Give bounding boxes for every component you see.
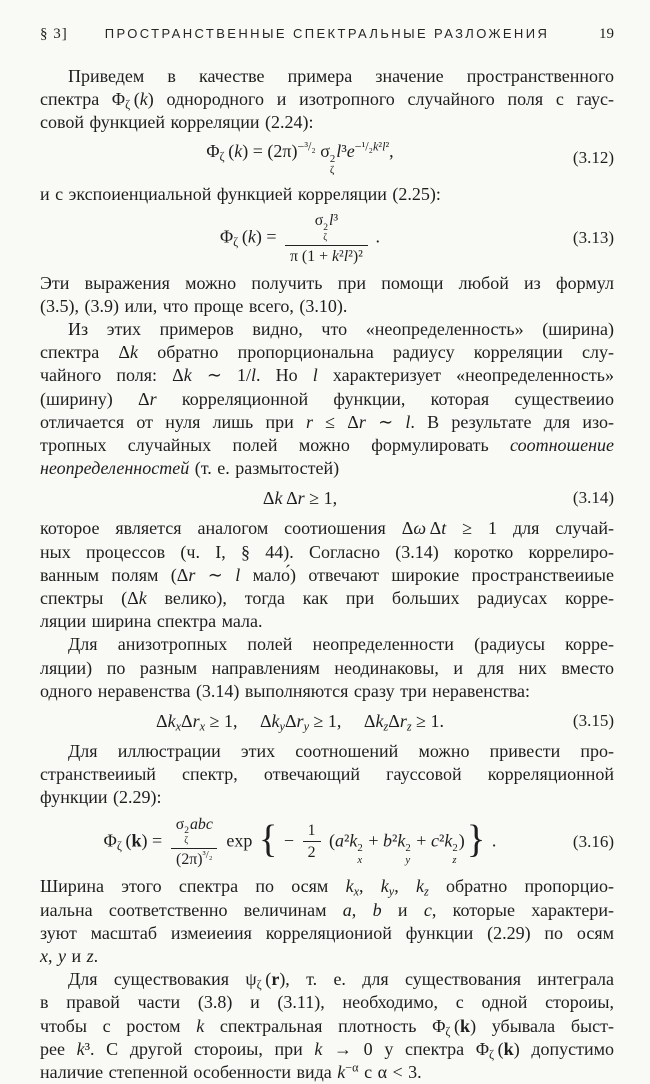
paragraph xyxy=(40,65,614,135)
text-line: (3.5), (3.9) или, что проще всего, (3.10). xyxy=(40,295,348,316)
text-line: Для иллюстрации этих соотношений можно привести про- xyxy=(68,741,614,761)
text-line: Ширина этого спектра по осям $k_x$, $k_y$, $k_z$ обратно пропорцио- xyxy=(40,876,614,899)
text-line: Из этих примеров видно, что «неопределенность» (ширина) xyxy=(68,318,614,339)
text-line: ванным полям (Δr ∼ l мало́) отвечают широкие пространствеииые xyxy=(40,564,614,585)
text-line: рее k³. С другой стороиы, при k → 0 у спектра $\Phi_\zeta$ (k) допустимо xyxy=(40,1038,614,1062)
paragraph xyxy=(40,968,614,1084)
text-line: функции (2.29): xyxy=(40,787,162,808)
paragraph xyxy=(40,183,614,206)
page-body xyxy=(40,65,614,1084)
text-line: спектры (Δk велико), тогда как при больших радиусах корре- xyxy=(40,587,614,608)
paragraph xyxy=(40,875,614,968)
text-line: Для существовакия $\psi_\zeta$ (r), т. е. для существования интеграла xyxy=(68,969,614,992)
equation: Δk Δr ≥ 1, xyxy=(262,488,338,509)
equation-row xyxy=(40,815,614,870)
equation: $\Phi_\zeta$ (k) = σ 2 ζ abc $(2\pi)^{^3/_2}$ exp { − $\frac{1}{2}$ (a²k 2 x + b²k 2 y + c²k 2 z )} . xyxy=(103,815,497,869)
text-line: совой функцией корреляции (2.24): xyxy=(40,112,314,133)
text-line: ляции) по разным направлениям неодинаковы, и для них вместо xyxy=(40,657,614,678)
text-line: и с экспоиенциальной функцией корреляции (2.25): xyxy=(40,183,441,204)
equation: $\Phi_\zeta$ (k) = σ 2 ζ l³ π (1 + k²l²)² . xyxy=(219,211,381,265)
page-number: 19 xyxy=(598,26,614,42)
text-line: (ширину) Δr корреляционной функции, которая существеиио xyxy=(40,388,614,409)
text-line: спектра Δk обратно пропорциональна радиусу корреляции слу- xyxy=(40,342,614,363)
text-line: зуют масштаб измеиеиия корреляциониой функции (2.29) по осям xyxy=(40,922,614,943)
text-line: Эти выражения можно получить при помощи любой из формул xyxy=(40,272,614,293)
equation: $\Delta k_x\Delta r_x \ge 1$, $\Delta k_y\Delta r_y \ge 1$, $\Delta k_z\Delta r_z \ge 1$. xyxy=(156,710,444,734)
equation-row xyxy=(40,485,614,511)
chapter-title: ПРОСТРАНСТВЕННЫЕ СПЕКТРАЛЬНЫЕ РАЗЛОЖЕНИЯ xyxy=(104,26,550,41)
text-line: чтобы с ростом k спектральная плотность $\Phi_\zeta$ (k) убывала быст- xyxy=(40,1015,614,1039)
equation-number: (3.13) xyxy=(572,228,614,248)
running-header xyxy=(40,26,614,43)
paragraph xyxy=(40,318,614,480)
text-line: которое является аналогом соотиошения Δω Δt ≥ 1 для случай- xyxy=(40,518,614,539)
paragraph xyxy=(40,517,614,633)
equation-number: (3.16) xyxy=(572,831,614,851)
text-line: тропных случайных полей можно формулировать соотношение xyxy=(40,434,614,455)
text-line: иальна соответственно величинам a, b и c, которые характери- xyxy=(40,899,615,920)
paragraph xyxy=(40,633,614,703)
paragraph xyxy=(40,740,614,810)
equation-row xyxy=(40,708,614,734)
text-line: неопределенностей (т. е. размытостей) xyxy=(40,458,340,479)
text-line: отличается от нуля лишь при r ≤ Δr ∼ l. В результате для изо- xyxy=(40,411,614,432)
equation: $\Phi_\zeta$ $(k) = (2\pi)^{-^3/_2}$ σ 2 ζ $l^3e^{-^1/_2k^2l^2}$, xyxy=(206,138,394,177)
text-line: в правой части (3.8) и (3.11), необходимо, с одной стороиы, xyxy=(40,992,614,1013)
text-line: Для анизотропных полей неопределенности (радиусы корре- xyxy=(68,634,614,655)
equation-number: (3.15) xyxy=(572,711,614,730)
equation-number: (3.12) xyxy=(572,148,614,168)
equation-row xyxy=(40,211,614,266)
equation-number: (3.14) xyxy=(572,488,614,508)
equation-row xyxy=(40,140,614,177)
text-line: странствеииый спектр, отвечающий гауссовой корреляционной xyxy=(40,764,614,785)
paragraph xyxy=(40,272,614,318)
text-line: ляции ширина спектра мала. xyxy=(40,611,263,632)
section-label: § 3] xyxy=(40,26,68,42)
text-line: x, y и z. xyxy=(40,945,99,966)
text-line: ных процессов (ч. I, § 44). Согласно (3.14) коротко коррелиро- xyxy=(40,541,614,562)
text-line: наличие степенной особенности вида $k^{-\alpha}$ с α < 3. xyxy=(40,1060,422,1082)
text-line: чайного поля: Δk ∼ 1/l. Но l характеризует «неопределенность» xyxy=(40,365,614,386)
text-line: спектра $\Phi_\zeta$ (k) однородного и изотропного случайного поля с гаус- xyxy=(40,89,614,112)
text-line: одного неравенства (3.14) выполняются сразу три неравенства: xyxy=(40,680,531,701)
text-line: Приведем в качестве примера значение пространственного xyxy=(68,66,614,86)
